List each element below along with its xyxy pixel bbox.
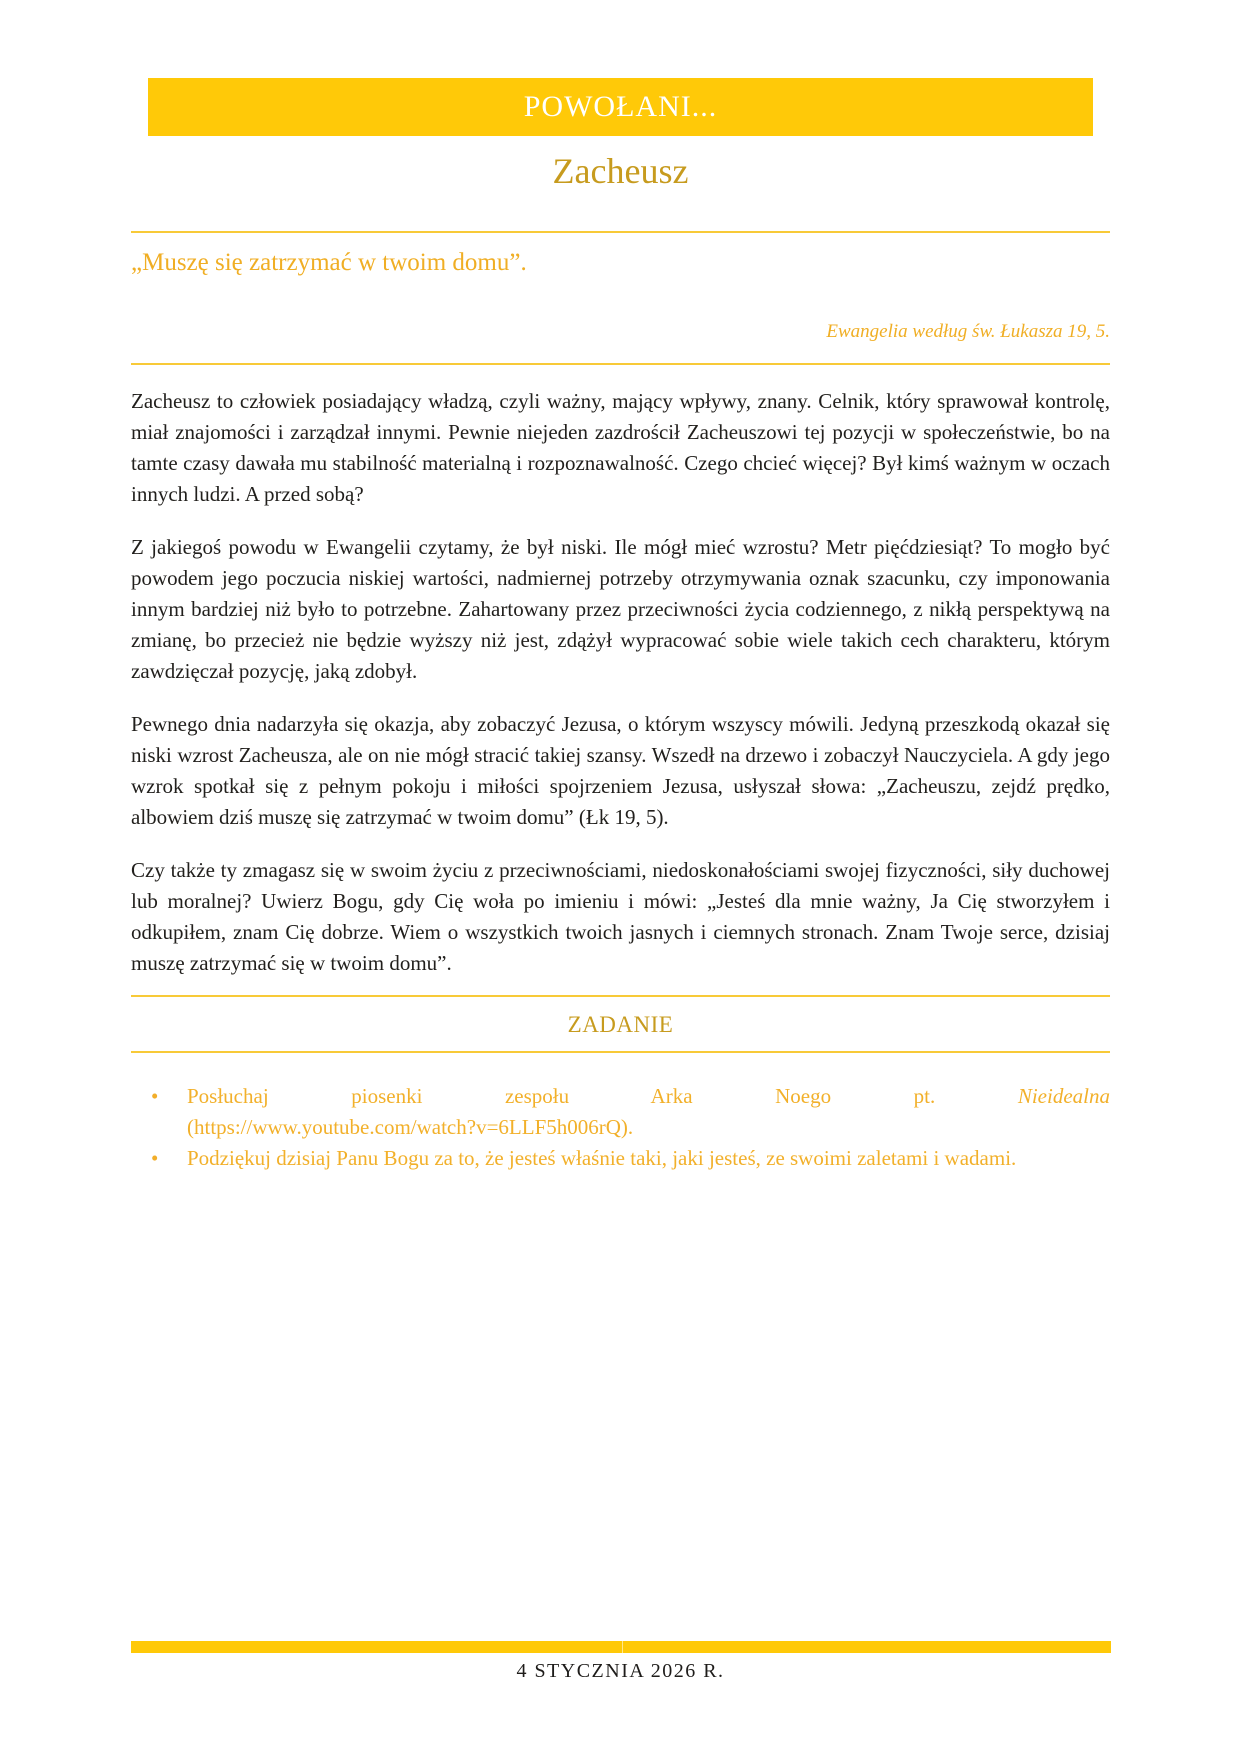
article-body [131, 386, 1110, 979]
content-column [131, 231, 1110, 1174]
header-banner [148, 78, 1093, 136]
song-title: Nieidealna [1017, 1084, 1110, 1108]
epigraph-attribution: Ewangelia według św. Łukasza 19, 5. [826, 321, 1110, 342]
body-paragraph: Czy także ty zmagasz się w swoim życiu z przeciwnościami, niedoskonałościami swojej fizyczności, siły duchowej lub moralnej? Uwierz Bogu, gdy Cię woła po imieniu i mówi: „Jesteś dla mnie ważny, Ja Cię stworzyłem i odkupiłem, znam Cię dobrze. Wiem o wszystkich twoich jasnych i ciemnych stronach. Znam Twoje serce, dzisiaj muszę zatrzymać się w twoim domu”. [131, 858, 1110, 975]
task-list [131, 1081, 1110, 1174]
epigraph-quote: „Muszę się zatrzymać w twoim domu”. [131, 249, 527, 276]
divider-rule [131, 1051, 1110, 1053]
banner-label: POWOŁANI... [523, 90, 718, 123]
task-item-lead: Posłuchaj piosenki zespołu Arka Noego pt. [187, 1084, 936, 1108]
bullet-icon: • [151, 1084, 159, 1108]
list-item [131, 1081, 1110, 1143]
body-paragraph: Pewnego dnia nadarzyła się okazja, aby zobaczyć Jezusa, o którym wszyscy mówili. Jedyną przeszkodą okazał się niski wzrost Zacheusza, ale on nie mógł stracić takiej szansy. Wszedł na drzewo i zobaczył Nauczyciela. A gdy jego wzrok spotkał się z pełnym pokoju i miłości spojrzeniem Jezusa, usłyszał słowa: „Zacheuszu, zejdź prędko, albowiem dziś muszę się zatrzymać w twoim domu” (Łk 19, 5). [131, 712, 1110, 829]
footer-bar [131, 1641, 1111, 1653]
page-title: Zacheusz [552, 151, 689, 191]
divider-rule [131, 363, 1110, 365]
bullet-icon: • [151, 1146, 159, 1170]
divider-rule [131, 995, 1110, 997]
list-item [131, 1143, 1110, 1174]
page-footer [0, 1641, 1241, 1683]
task-item-text [187, 1081, 1110, 1112]
task-heading: ZADANIE [567, 1012, 674, 1037]
body-paragraph: Zacheusz to człowiek posiadający władzą, czyli ważny, mający wpływy, znany. Celnik, który sprawował kontrolę, miał znajomości i zarządzał innymi. Pewnie niejeden zazdrościł Zacheuszowi tej pozycji w społeczeństwie, bo na tamte czasy dawała mu stabilność materialną i rozpoznawalność. Czego chcieć więcej? Był kimś ważnym w oczach innych ludzi. A przed sobą? [131, 389, 1110, 506]
footer-date: 4 STYCZNIA 2026 R. [516, 1660, 725, 1682]
task-item-url: (https://www.youtube.com/watch?v=6LLF5h006rQ). [187, 1115, 634, 1139]
body-paragraph: Z jakiegoś powodu w Ewangelii czytamy, że był niski. Ile mógł mieć wzrostu? Metr pięćdziesiąt? To mogło być powodem jego poczucia niskiej wartości, nadmiernej potrzeby otrzymywania oznak szacunku, czy imponowania innym bardziej niż było to potrzebne. Zahartowany przez przeciwności życia codziennego, z nikłą perspektywą na zmianę, bo przecież nie będzie wyższy niż jest, zdążył wypracować sobie wiele takich cech charakteru, którym zawdzięczał pozycję, jaką zdobył. [131, 535, 1110, 683]
divider-rule [131, 231, 1110, 233]
task-item-text: Podziękuj dzisiaj Panu Bogu za to, że jesteś właśnie taki, jaki jesteś, ze swoimi zaletami i wadami. [187, 1146, 1017, 1170]
